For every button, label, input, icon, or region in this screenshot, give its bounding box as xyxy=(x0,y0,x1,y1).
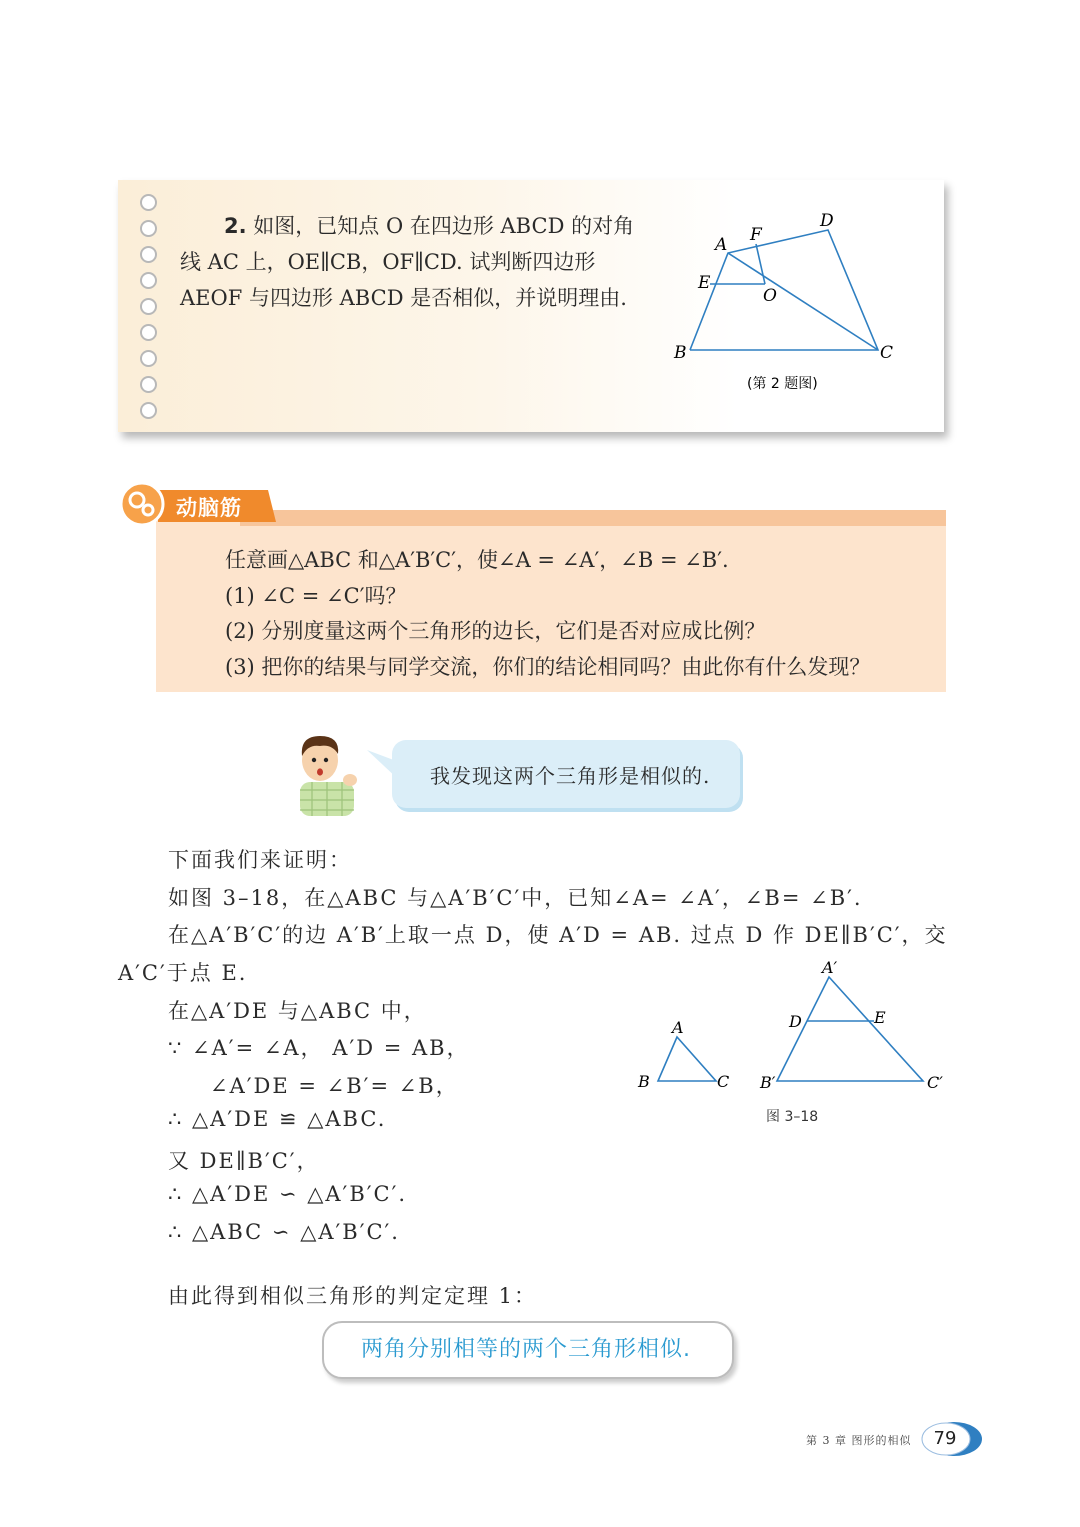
binder-ring-icon xyxy=(140,376,157,393)
proof-line-7: ∠A′DE = ∠B′= ∠B， xyxy=(210,1074,459,1098)
exercise-line-1: 如图，已知点 O 在四边形 ABCD 的对角 xyxy=(246,214,635,238)
proof-line-3: 在△A′B′C′的边 A′B′上取一点 D，使 A′D = AB. 过点 D 作 DE∥B′C′，交 xyxy=(168,923,948,947)
brain-question-2: (2) 分别度量这两个三角形的边长，它们是否对应成比例？ xyxy=(225,619,766,643)
student-hand xyxy=(343,774,357,786)
small-label-a: A xyxy=(672,1018,684,1037)
figure-segment-of xyxy=(756,244,765,284)
figure-3-18-caption: 图 3–18 xyxy=(766,1109,819,1125)
proof-line-5: 在△A′DE 与△ABC 中， xyxy=(168,999,427,1023)
label-e: E xyxy=(698,273,711,293)
label-c: C xyxy=(880,343,894,363)
proof-line-1: 下面我们来证明： xyxy=(168,848,352,872)
large-label-a: A′ xyxy=(822,958,838,977)
proof-line-2: 如图 3–18，在△ABC 与△A′B′C′中，已知∠A= ∠A′，∠B= ∠B′. xyxy=(168,886,863,910)
label-e: E xyxy=(874,1008,886,1027)
exercise-line-3: AEOF 与四边形 ABCD 是否相似，并说明理由. xyxy=(180,286,627,310)
exercise-number: 2. xyxy=(224,214,247,238)
speech-text: 我发现这两个三角形是相似的. xyxy=(430,764,711,788)
footer-chapter: 第 3 章 图形的相似 xyxy=(806,1434,912,1447)
figure-diagonal-ac xyxy=(728,253,878,350)
label-f: F xyxy=(750,225,762,245)
proof-line-12: 由此得到相似三角形的判定定理 1： xyxy=(168,1284,538,1308)
proof-line-10: ∴ △A′DE ∽ △A′B′C′. xyxy=(168,1182,408,1206)
label-d: D xyxy=(820,211,834,231)
figure-caption: (第 2 题图) xyxy=(747,376,818,392)
binder-ring-icon xyxy=(140,246,157,263)
small-triangle-abc xyxy=(658,1037,716,1081)
figure-3-18 xyxy=(620,955,960,1125)
binder-ring-icon xyxy=(140,272,157,289)
binder-ring-icon xyxy=(140,350,157,367)
brain-question-1: (1) ∠C = ∠C′吗？ xyxy=(225,584,407,608)
label-a: A xyxy=(715,235,728,255)
student-eye-right xyxy=(324,758,328,762)
proof-line-6: ∵ ∠A′= ∠A， A′D = AB， xyxy=(168,1036,470,1060)
brain-header-stripe xyxy=(240,510,946,526)
label-b: B xyxy=(674,343,687,363)
proof-line-9: 又 DE∥B′C′， xyxy=(168,1149,320,1173)
label-d: D xyxy=(789,1012,802,1031)
proof-line-8: ∴ △A′DE ≌ △ABC. xyxy=(168,1107,387,1131)
proof-line-4: A′C′于点 E. xyxy=(118,961,248,985)
proof-line-11: ∴ △ABC ∽ △A′B′C′. xyxy=(168,1220,400,1244)
binder-ring-icon xyxy=(140,402,157,419)
large-label-b: B′ xyxy=(760,1073,776,1092)
student-eye-left xyxy=(312,758,316,762)
theorem-text: 两角分别相等的两个三角形相似. xyxy=(361,1337,691,1362)
brain-intro: 任意画△ABC 和△A′B′C′，使∠A = ∠A′，∠B = ∠B′. xyxy=(225,548,729,572)
small-label-c: C xyxy=(717,1072,730,1091)
exercise-text xyxy=(180,208,640,316)
quadrilateral-figure xyxy=(660,200,920,400)
binder-ring-icon xyxy=(140,298,157,315)
label-o: O xyxy=(763,286,777,306)
binder-ring-icon xyxy=(140,220,157,237)
binder-ring-icon xyxy=(140,194,157,211)
large-label-c: C′ xyxy=(927,1073,943,1092)
brain-title: 动脑筋 xyxy=(176,496,242,520)
binder-ring-icon xyxy=(140,324,157,341)
small-label-b: B xyxy=(638,1072,650,1091)
exercise-line-2: 线 AC 上，OE∥CB，OF∥CD. 试判断四边形 xyxy=(180,250,596,274)
page-number: 79 xyxy=(933,1428,957,1449)
student-avatar xyxy=(292,730,362,816)
brain-question-3: (3) 把你的结果与同学交流，你们的结论相同吗？由此你有什么发现？ xyxy=(225,655,871,679)
student-mouth xyxy=(317,768,323,775)
